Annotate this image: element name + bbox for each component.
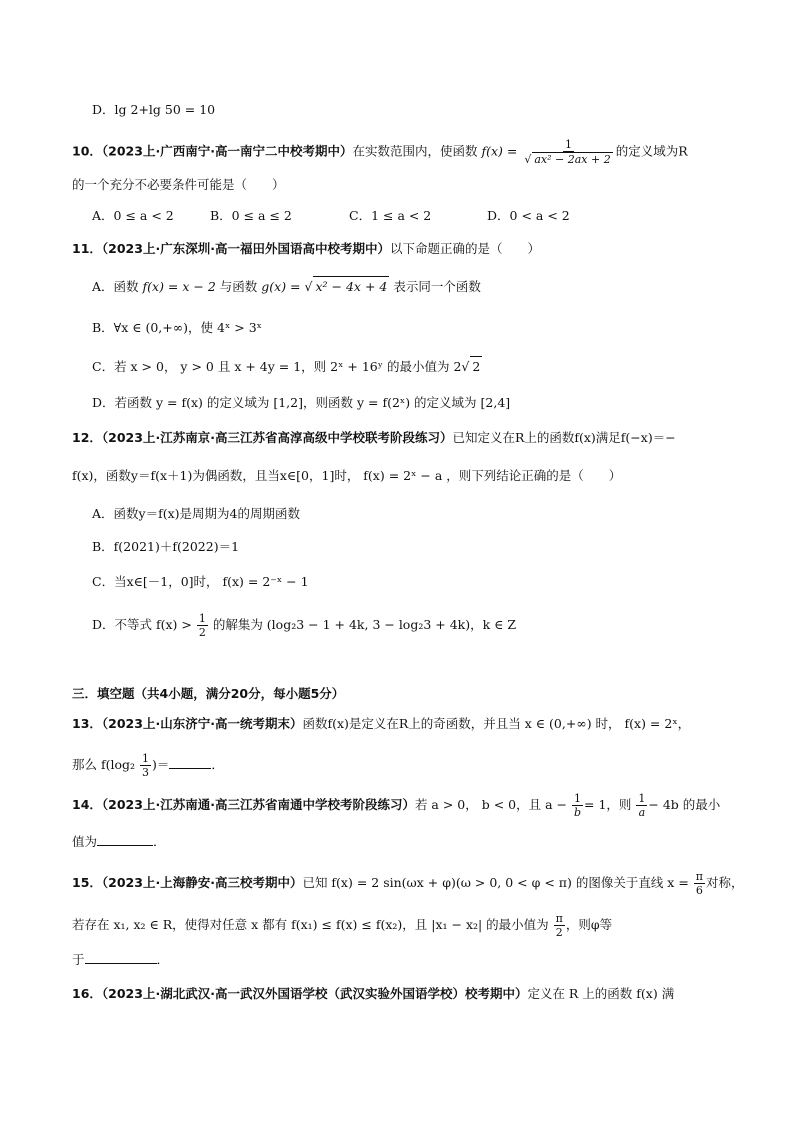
q13-text2-post: )＝ [152,757,170,772]
q16-number: 16． [72,986,102,1001]
q12-line2: f(x)，函数y＝f(x＋1)为偶函数，且当x∈[0，1]时， f(x) = 2ˣ − a ，则下列结论正确的是（ ） [72,468,622,483]
q12-source: （2023上·江苏南京·高三江苏省高淳高级中学校联考阶段练习） [101,430,453,445]
q15-frac2-den: 2 [555,926,563,939]
q14-line2 [72,832,166,852]
q15-answer-blank[interactable] [85,951,157,964]
q16-source: （2023上·湖北武汉·高一武汉外国语学校（武汉实验外国语学校）校考期中） [101,986,528,1001]
q10-number: 10． [72,143,102,159]
q12-number: 12． [72,430,102,445]
q12-d-fraction [197,612,208,639]
q11-source: （2023上·广东深圳·高一福田外国语高中校考期中） [101,241,390,256]
q12-d-pre: D．不等式 f(x) > [92,617,192,632]
q14-line1 [72,792,720,819]
q14-frac1-num: 1 [573,792,581,805]
q13-answer-blank[interactable] [169,756,211,769]
q12-line1 [72,428,676,448]
q15-text1b: 对称， [706,875,744,890]
q14-fraction-1 [572,792,583,819]
q13-source: （2023上·山东济宁·高一统考期末） [101,716,303,731]
q15-line2 [72,912,612,939]
q12-option-c: C．当x∈[－1，0]时， f(x) = 2⁻ˣ − 1 [92,574,309,589]
q11-option-c: C．若 x > 0， y > 0 且 x + 4y = 1，则 2ˣ + 16ʸ 的最小值为 2√ 2 [92,356,482,377]
q11-c-pre: C．若 x > 0， y > 0 且 x + 4y = 1，则 2ˣ + 16ʸ 的最小值为 2 [92,359,462,374]
q10-text1: 在实数范围内，使函数 [352,143,478,159]
q10-frac-num: 1 [565,138,573,151]
q12-d-post: 的解集为 (log₂3 − 1 + 4k, 3 − log₂3 + 4k)，k ∈ Z [208,617,517,632]
q12-text1: 已知定义在R上的函数f(x)满足f(−x)＝− [452,430,676,445]
q10-option-c: C．1 ≤ a < 2 [349,208,432,223]
q13-text2-pre: 那么 f(log₂ [72,757,136,772]
q11-a-post: 表示同一个函数 [393,279,481,294]
q10-radicand: ax² − 2ax + 2 [534,153,611,166]
q13-text1: 函数f(x)是定义在R上的奇函数，并且当 x ∈ (0,+∞) 时， f(x) = 2ˣ， [302,716,691,731]
q14-text1b: = 1，则 [584,797,632,812]
q15-text3: 于 [72,952,85,967]
q15-fraction-2 [554,912,565,939]
q11-a-pre: A．函数 [92,279,143,294]
q15-frac1-den: 6 [695,884,703,897]
q10-option-a: A．0 ≤ a < 2 [92,208,174,223]
q15-frac2-num: π [555,912,563,925]
q11-a-f: f(x) = x − 2 [142,279,216,294]
q13-text2-end: ． [211,757,224,772]
q15-text2: 若存在 x₁, x₂ ∈ R，使得对任意 x 都有 f(x₁) ≤ f(x) ≤ f(x₂)，且 |x₁ − x₂| 的最小值为 [72,917,549,932]
q14-answer-blank[interactable] [97,833,153,846]
q11-a-mid: 与函数 [219,279,262,294]
q11-a-g: g(x) = [261,279,301,294]
q11-number: 11． [72,241,102,256]
q15-line1 [72,870,744,897]
q14-text2: 值为 [72,834,98,849]
q14-frac2-num: 1 [638,792,646,805]
q13-line1 [72,714,690,734]
q10-line2: 的一个充分不必要条件可能是（ ） [72,177,285,192]
q11-a-radicand: x² − 4x + 4 [313,276,389,297]
q13-frac-num: 1 [142,752,149,765]
q10-line1 [72,138,688,166]
q12-d-frac-num: 1 [198,612,206,625]
q11-option-d: D．若函数 y = f(x) 的定义域为 [1,2]，则函数 y = f(2ˣ) 的定义域为 [2,4] [92,395,511,410]
q14-text1c: − 4b 的最小 [648,797,721,812]
q10-source: （2023上·广西南宁·高一南宁二中校考期中） [101,143,353,159]
q11-line1 [72,239,540,259]
q10-text2: 的定义域为R [615,143,688,159]
q14-text2-end: ． [153,834,166,849]
q13-fraction [140,752,151,779]
q12-d-frac-den: 2 [198,626,206,639]
q15-number: 15． [72,875,102,890]
q14-source: （2023上·江苏南通·高三江苏省南通中学校考阶段练习） [101,797,415,812]
q13-line2 [72,752,224,779]
q10-fraction [522,138,614,166]
q12-option-a: A．函数y＝f(x)是周期为4的周期函数 [92,506,300,521]
section-3-heading: 三．填空题（共4小题，满分20分，每小题5分） [72,686,345,701]
q16-line1 [72,984,674,1004]
q16-text: 定义在 R 上的函数 f(x) 满 [527,986,675,1001]
q15-text2b: ，则φ等 [565,917,613,932]
q10-frac-den: √ ax² − 2ax + 2 [524,153,611,166]
q12-option-d [92,612,516,639]
q10-fx: f(x) = [481,143,518,159]
q11-option-a: A．函数 f(x) = x − 2 与函数 g(x) = √ x² − 4x + 4 表示同一个函数 [92,276,481,297]
q15-text3-end: ． [156,952,170,967]
q15-source: （2023上·上海静安·高三校考期中） [101,875,303,890]
q15-text1: 已知 f(x) = 2 sin(ωx + φ)(ω > 0, 0 < φ < π) 的图像关于直线 x = [302,875,689,890]
q15-frac1-num: π [695,870,704,883]
q10-option-b: B．0 ≤ a ≤ 2 [210,208,292,223]
q15-line3 [72,950,169,970]
q14-number: 14． [72,797,102,812]
q13-number: 13． [72,716,102,731]
q10-option-d: D．0 < a < 2 [487,208,570,223]
q11-option-b: B．∀x ∈ (0,+∞)，使 4ˣ > 3ˣ [92,320,262,335]
q11-c-radicand: 2 [470,356,482,377]
q14-frac1-den: b [573,806,582,819]
q12-option-b: B．f(2021)＋f(2022)＝1 [92,539,240,554]
q13-frac-den: 3 [142,766,149,779]
q14-fraction-2 [636,792,647,819]
q11-text: 以下命题正确的是（ ） [389,241,540,256]
q14-text1: 若 a > 0， b < 0，且 a − [414,797,567,812]
q15-fraction-1 [694,870,705,897]
q9-option-d: D．lg 2+lg 50 = 10 [92,102,216,117]
q14-frac2-den: a [638,806,646,819]
